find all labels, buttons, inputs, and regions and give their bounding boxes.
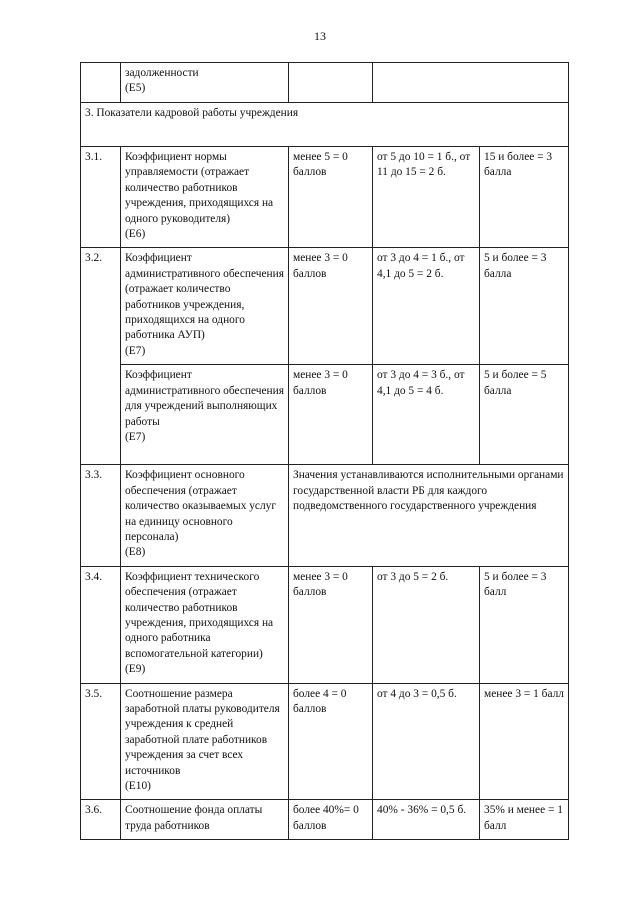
cell-mid: от 4 до 3 = 0,5 б.	[373, 683, 480, 800]
cell-low: более 4 = 0 баллов	[289, 683, 373, 800]
cell-mid: от 3 до 4 = 3 б., от 4,1 до 5 = 4 б.	[373, 365, 480, 465]
section-title: 3. Показатели кадровой работы учреждения	[81, 103, 569, 147]
cell-low: менее 3 = 0 баллов	[289, 566, 373, 683]
cell-low: менее 5 = 0 баллов	[289, 147, 373, 248]
cell-criterion: Соотношение фонда оплаты труда работников	[121, 800, 289, 840]
cell-num	[81, 63, 121, 103]
table-row-3-6	[81, 800, 569, 840]
cell-low: менее 3 = 0 баллов	[289, 365, 373, 465]
cell-mid: от 3 до 5 = 2 б.	[373, 566, 480, 683]
cell-criterion: Коэффициент основного обеспечения (отражает количество оказываемых услуг на единицу основного персонала) (Е8)	[121, 465, 289, 566]
cell-low: более 40%= 0 баллов	[289, 800, 373, 840]
cell-mid: от 5 до 10 = 1 б., от 11 до 15 = 2 б.	[373, 147, 480, 248]
table-row-3-1	[81, 147, 569, 248]
table-row-3-4	[81, 566, 569, 683]
cell-num: 3.4.	[81, 566, 121, 683]
cell-low: менее 3 = 0 баллов	[289, 248, 373, 365]
cell-high: 15 и более = 3 балла	[480, 147, 569, 248]
cell-mid: от 3 до 4 = 1 б., от 4,1 до 5 = 2 б.	[373, 248, 480, 365]
cell-num: 3.5.	[81, 683, 121, 800]
cell-high: менее 3 = 1 балл	[480, 683, 569, 800]
cell-num: 3.2.	[81, 248, 121, 465]
cell-note: Значения устанавливаются исполнительными органами государственной власти РБ для каждого подведомственного государственного учреждения	[289, 465, 569, 566]
cell-criterion: Коэффициент административного обеспечения для учреждений выполняющих работы (Е7)	[121, 365, 289, 465]
table-row-3-5	[81, 683, 569, 800]
cell-criterion: Коэффициент административного обеспечения (отражает количество работников учреждения, приходящихся на одного работника АУП) (Е7)	[121, 248, 289, 365]
table-row-3-3	[81, 465, 569, 566]
table-row-3-2b	[81, 365, 569, 465]
cell-high: 5 и более = 5 балла	[480, 365, 569, 465]
indicators-table	[80, 62, 569, 840]
cell-high: 5 и более = 3 балл	[480, 566, 569, 683]
section-header-row	[81, 103, 569, 147]
cell-criterion: Соотношение размера заработной платы руководителя учреждения к средней заработной плате работников учреждения за счет всех источников (Е10)	[121, 683, 289, 800]
page-number: 13	[314, 29, 326, 43]
cell-criterion: задолженности (Е5)	[121, 63, 289, 103]
cell-high: 35% и менее = 1 балл	[480, 800, 569, 840]
table-row-e5	[81, 63, 569, 103]
cell-low	[289, 63, 373, 103]
cell-num: 3.1.	[81, 147, 121, 248]
cell-num: 3.6.	[81, 800, 121, 840]
cell-num: 3.3.	[81, 465, 121, 566]
cell-mid: 40% - 36% = 0,5 б.	[373, 800, 480, 840]
cell-criterion: Коэффициент нормы управляемости (отражает количество работников учреждения, приходящихся на одного руководителя) (Е6)	[121, 147, 289, 248]
table-row-3-2a	[81, 248, 569, 365]
cell-mid	[373, 63, 569, 103]
cell-criterion: Коэффициент технического обеспечения (отражает количество работников учреждения, приходящихся на одного работника вспомогательной категории) (Е9)	[121, 566, 289, 683]
cell-high: 5 и более = 3 балла	[480, 248, 569, 365]
